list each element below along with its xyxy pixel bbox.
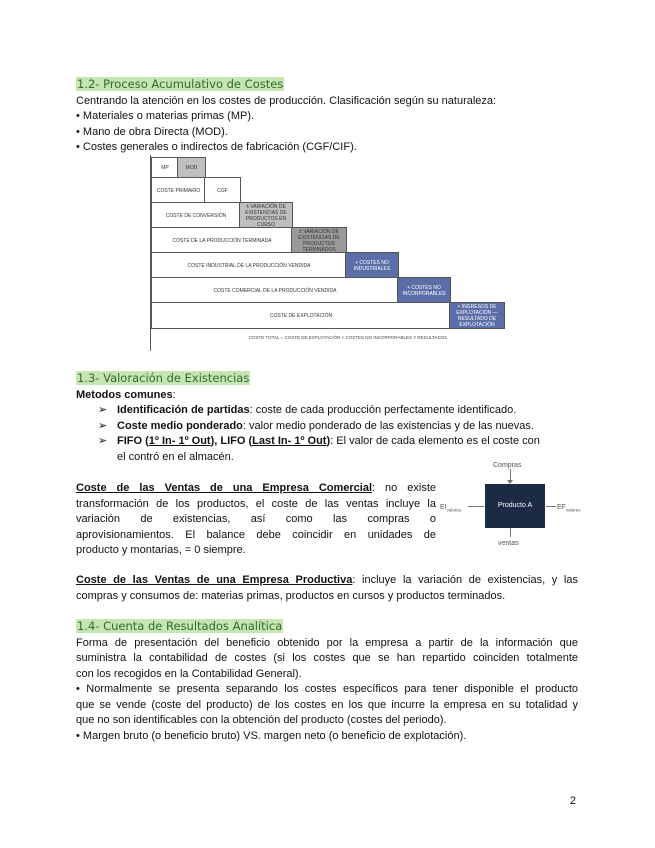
text: • Margen bruto (o beneficio bruto) VS. margen neto (o beneficio de explotación). <box>76 729 467 742</box>
list-item: • Materiales o materias primas (MP). <box>76 110 255 122</box>
cell-mod: MOD <box>177 157 206 179</box>
bullet-text: : valor medio ponderado de las existencias y de las nuevas. <box>242 419 534 432</box>
cell-costes-no-industriales: + COSTES NO INDUSTRIALES <box>345 252 399 279</box>
text: : no existe <box>372 482 437 494</box>
arrow-right-icon <box>468 506 484 507</box>
bullet-bold: Identificación de partidas <box>117 404 250 416</box>
cost-staircase-diagram <box>148 155 508 355</box>
list-item <box>76 419 578 435</box>
ef-text: EF <box>557 504 566 511</box>
arrow-bullet-icon: ➢ <box>98 404 108 416</box>
text: compras y consumos de: materias primas, productos en cursos y productos terminados. <box>76 589 506 602</box>
section-1-2 <box>76 77 578 156</box>
cell-costes-no-incorporables: + COSTES NO INCORPORABLES <box>397 277 451 304</box>
cell-coste-conversion: COSTE DE CONVERSIÓN <box>151 202 241 229</box>
bullet-text: : El valor de cada elemento es el coste con <box>330 435 540 447</box>
text: con los recogidos en la Contabilidad General). <box>76 667 302 680</box>
text: Forma de presentación del beneficio obtenido por la empresa a partir de la información que <box>76 636 578 649</box>
bullet-text: : coste de cada producción perfectamente identificado. <box>249 404 517 416</box>
text: que no son identificables con la obtención del producto (costes del periodo). <box>76 714 447 726</box>
text: • Normalmente se presenta separando los costes específicos para tener disponible el producto <box>76 683 578 695</box>
productiva-title: Coste de las Ventas de una Empresa Productiva <box>76 574 353 586</box>
product-flow-diagram <box>440 456 580 548</box>
section-1-3 <box>76 371 578 465</box>
colon: : <box>172 388 176 401</box>
ei-label <box>440 500 461 518</box>
text: variación de existencias, así como las compras o <box>76 513 436 525</box>
section-heading: 1.3- Valoración de Existencias <box>77 371 250 385</box>
cell-var-curso: ± VARIACIÓN DE EXISTENCIAS DE PRODUCTOS EN CURSO <box>239 202 293 229</box>
ei-text: EI <box>440 504 447 511</box>
compras-label: Compras <box>493 462 522 469</box>
metodos-label: Metodos comunes <box>76 388 173 401</box>
cell-ingresos: + INGRESOS DE EXPLOTACIÓN — RESULTADO DE EXPLOTACIÓN <box>449 302 505 329</box>
cell-coste-vendida: COSTE INDUSTRIAL DE LA PRODUCCIÓN VENDIDA <box>151 252 347 279</box>
cell-var-terminados: ± VARIACIÓN DE EXISTENCIAS DE PRODUCTOS TERMINADOS <box>291 227 347 254</box>
list-item: • Mano de obra Directa (MOD). <box>76 125 228 138</box>
producto-box: Producto A <box>485 484 545 528</box>
cell-coste-explotacion: COSTE DE EXPLOTACIÓN <box>151 302 451 329</box>
arrow-bullet-icon: ➢ <box>98 419 108 432</box>
comercial-paragraph <box>76 481 436 559</box>
productiva-paragraph <box>76 573 578 604</box>
ef-sub: valores <box>565 507 581 513</box>
bullet-bold: Coste medio ponderado <box>117 419 243 432</box>
text: aprovisionamientos. El balance debe coincidir en unidades de <box>76 528 436 541</box>
lifo-close: ) <box>326 435 331 447</box>
ventas-label: ventas <box>498 540 519 547</box>
ei-sub: valores <box>446 507 462 513</box>
fifo-inner: 1º In- 1º Out <box>148 435 211 447</box>
fifo-label: FIFO ( <box>117 435 149 447</box>
section-heading: 1.2- Proceso Acumulativo de Costes <box>77 77 284 91</box>
diagram-footnote: COSTE TOTAL = COSTE DE EXPLOTACIÓN + COSTES NO INCORPORABLES Y RESULTADOS <box>248 335 448 340</box>
text: suministra la contabilidad de costes (si los costes que se han repartido coinciden totalmente <box>76 652 578 664</box>
lifo-inner: Last In- 1º Out <box>252 435 327 447</box>
text: producto y montarias, = 0 siempre. <box>76 544 246 556</box>
text: : incluye la variación de existencias, y las <box>352 574 578 586</box>
cell-coste-primario: COSTE PRIMARIO <box>151 177 206 204</box>
cell-cgf: CGF <box>204 177 241 204</box>
cell-coste-comercial: COSTE COMERCIAL DE LA PRODUCCIÓN VENDIDA <box>151 277 399 304</box>
text: que se vende (coste del producto) de los costes en los que incurre la empresa en su totalidad y <box>76 698 578 711</box>
section-1-4 <box>76 619 578 744</box>
comercial-title: Coste de las Ventas de una Empresa Comercial <box>76 482 373 494</box>
cell-mp: MP <box>151 157 179 179</box>
arrow-right-icon <box>546 506 556 507</box>
arrow-bullet-icon: ➢ <box>98 435 108 447</box>
bullet-text: el contró en el almacén. <box>117 450 234 463</box>
text: transformación de los productos, el coste de las ventas incluye la <box>76 497 436 510</box>
list-item: • Costes generales o indirectos de fabricación (CGF/CIF). <box>76 141 357 153</box>
cell-coste-terminada: COSTE DE LA PRODUCCIÓN TERMINADA <box>151 227 293 254</box>
page-number: 2 <box>569 795 576 807</box>
list-item <box>76 403 578 419</box>
ef-label <box>557 500 580 518</box>
section-heading: 1.4- Cuenta de Resultados Analítica <box>77 619 283 633</box>
paragraph: Centrando la atención en los costes de producción. Clasificación según su naturaleza: <box>76 94 497 107</box>
fifo-close: ), LIFO ( <box>210 435 253 447</box>
